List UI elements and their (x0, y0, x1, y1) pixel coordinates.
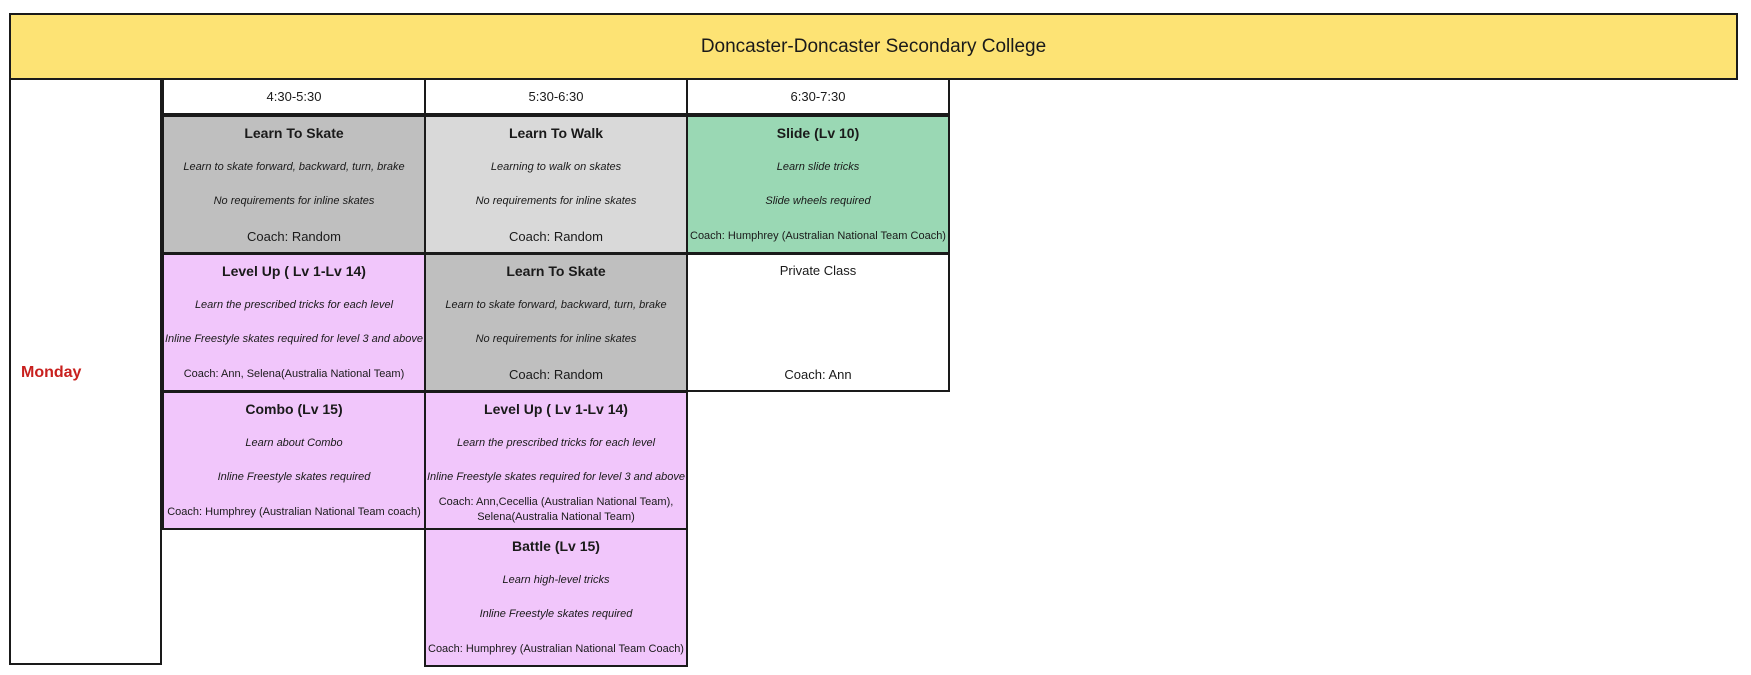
class-coach: Coach: Ann (784, 367, 852, 382)
class-description: Learn the prescribed tricks for each level (194, 299, 394, 311)
class-description: Learn high-level tricks (502, 574, 610, 586)
page-title: Doncaster-Doncaster Secondary College (9, 13, 1738, 80)
class-coach: Coach: Ann,Cecellia (Australian National Team), Selena(Australia National Team) (438, 496, 674, 523)
class-title: Private Class (779, 263, 857, 278)
class-description: Learn about Combo (245, 437, 343, 449)
class-cell[interactable] (424, 391, 688, 530)
class-description: Learn to skate forward, backward, turn, brake (445, 299, 667, 311)
class-requirement: No requirements for inline skates (475, 333, 637, 345)
class-requirement: Inline Freestyle skates required (479, 608, 633, 620)
class-title: Slide (Lv 10) (776, 125, 860, 141)
class-cell[interactable] (162, 253, 426, 392)
class-cell[interactable] (686, 115, 950, 254)
class-coach: Coach: Humphrey (Australian National Team coach) (167, 506, 421, 518)
time-slot-header: 5:30-6:30 (424, 80, 688, 115)
class-coach: Coach: Humphrey (Australian National Team Coach) (690, 230, 946, 242)
class-coach: Coach: Random (247, 229, 341, 244)
class-requirement: Inline Freestyle skates required for level 3 and above (164, 333, 424, 345)
class-cell[interactable] (424, 115, 688, 254)
class-title: Level Up ( Lv 1-Lv 14) (222, 263, 366, 279)
class-title: Learn To Walk (508, 125, 604, 141)
class-title: Learn To Skate (244, 125, 344, 141)
class-title: Combo (Lv 15) (245, 401, 343, 417)
class-coach: Coach: Humphrey (Australian National Team Coach) (428, 643, 684, 655)
class-description: Learn to skate forward, backward, turn, brake (183, 161, 405, 173)
class-requirement: No requirements for inline skates (475, 195, 637, 207)
class-cell[interactable] (686, 253, 950, 392)
class-requirement: Inline Freestyle skates required for level 3 and above (426, 471, 686, 483)
day-label: Monday (21, 364, 82, 381)
class-cell[interactable] (162, 391, 426, 530)
class-coach: Coach: Random (509, 367, 603, 382)
time-slot-header: 6:30-7:30 (686, 80, 950, 115)
time-slot-header: 4:30-5:30 (162, 80, 426, 115)
class-cell[interactable] (162, 115, 426, 254)
class-description: Learn slide tricks (776, 161, 860, 173)
class-requirement: No requirements for inline skates (213, 195, 375, 207)
class-coach: Coach: Random (509, 229, 603, 244)
class-cell[interactable] (424, 528, 688, 667)
class-description: Learn the prescribed tricks for each level (456, 437, 656, 449)
class-title: Level Up ( Lv 1-Lv 14) (484, 401, 628, 417)
class-title: Learn To Skate (506, 263, 606, 279)
class-requirement: Inline Freestyle skates required (217, 471, 371, 483)
class-coach: Coach: Ann, Selena(Australia National Team) (183, 368, 405, 380)
class-cell[interactable] (424, 253, 688, 392)
class-title: Battle (Lv 15) (512, 538, 600, 554)
class-requirement: Slide wheels required (765, 195, 871, 207)
class-description: Learning to walk on skates (490, 161, 622, 173)
